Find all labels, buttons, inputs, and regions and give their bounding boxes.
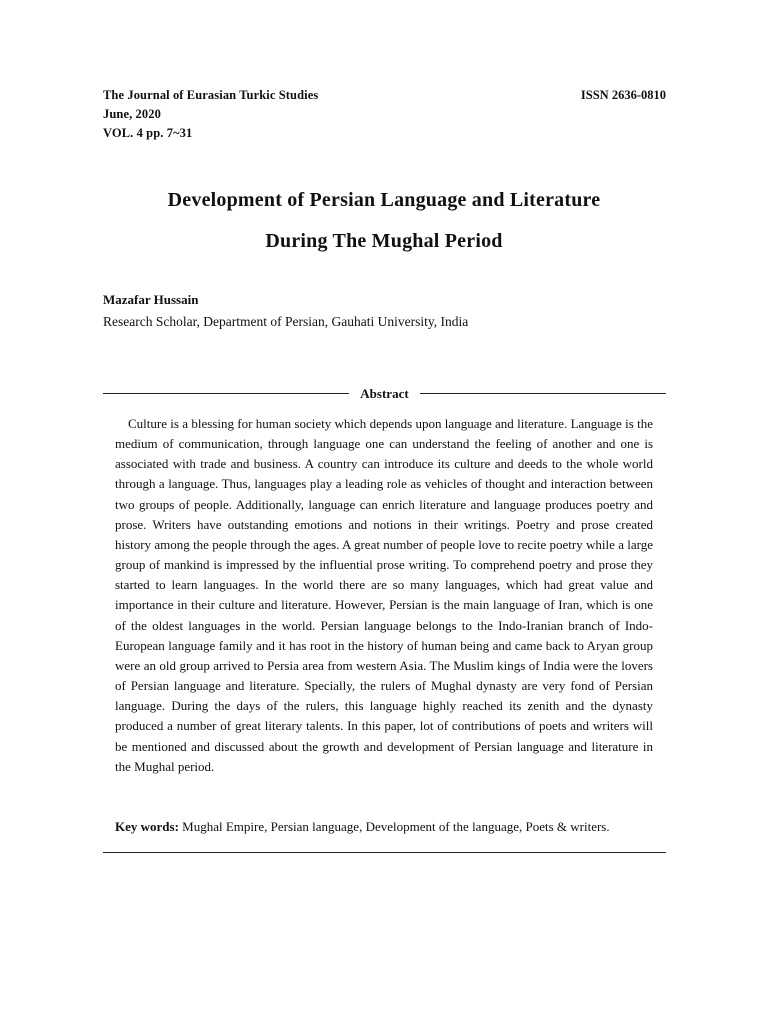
paper-title-line-2: During The Mughal Period (265, 230, 503, 252)
journal-name: The Journal of Eurasian Turkic Studies (103, 88, 319, 102)
abstract-rule-right (420, 393, 666, 394)
keywords-label: Key words: (115, 819, 179, 834)
abstract-heading-rule (103, 385, 666, 403)
paper-title-line-1: Development of Persian Language and Literature (167, 189, 601, 211)
abstract-heading: Abstract (360, 386, 409, 401)
publication-date: June, 2020 (103, 107, 161, 121)
author-name: Mazafar Hussain (103, 292, 199, 307)
keywords-text: Mughal Empire, Persian language, Development of the language, Poets & writers. (182, 819, 610, 834)
issn-number: ISSN 2636-0810 (580, 88, 666, 102)
author-affiliation: Research Scholar, Department of Persian, Gauhati University, India (103, 314, 469, 329)
volume-pages: VOL. 4 pp. 7~31 (103, 126, 193, 140)
abstract-body: Culture is a blessing for human society which depends upon language and literature. Language is the medium of communication, through language one can understand the feeling of another and one is associated with trade and business. A country can introduce its culture and deeds to the whole world through a language. Thus, languages play a leading role as vehicles of thought and interaction between two groups of people. Additionally, language can enrich literature and language produces poetry and prose. Writers have outstanding emotions and notions in their writings. Poetry and prose created history among the people through the ages. A great number of people love to recite poetry while a large group of mankind is impressed by the influential prose writing. To comprehend poetry and prose they started to learn languages. In the world there are so many languages, which had great value and importance in their culture and literature. However, Persian is the main language of Iran, which is one of the oldest languages in the world. Persian language belongs to the Indo-Iranian branch of Indo-European language family and it has root in the history of human being and came back to Aryan group were an old group arrived to Persia area from western Asia. The Muslim kings of India were the lovers of Persian language and literature. Specially, the rulers of Mughal dynasty are very fond of Persian language. During the days of the rulers, this language highly reached its zenith and the dynasty produced a number of great literary talents. In this paper, lot of contributions of poets and writers will be mentioned and discussed about the growth and development of Persian language and literature in the Mughal period. (115, 416, 653, 774)
journal-info (103, 86, 318, 143)
bottom-divider (103, 852, 666, 853)
keywords (115, 817, 660, 837)
